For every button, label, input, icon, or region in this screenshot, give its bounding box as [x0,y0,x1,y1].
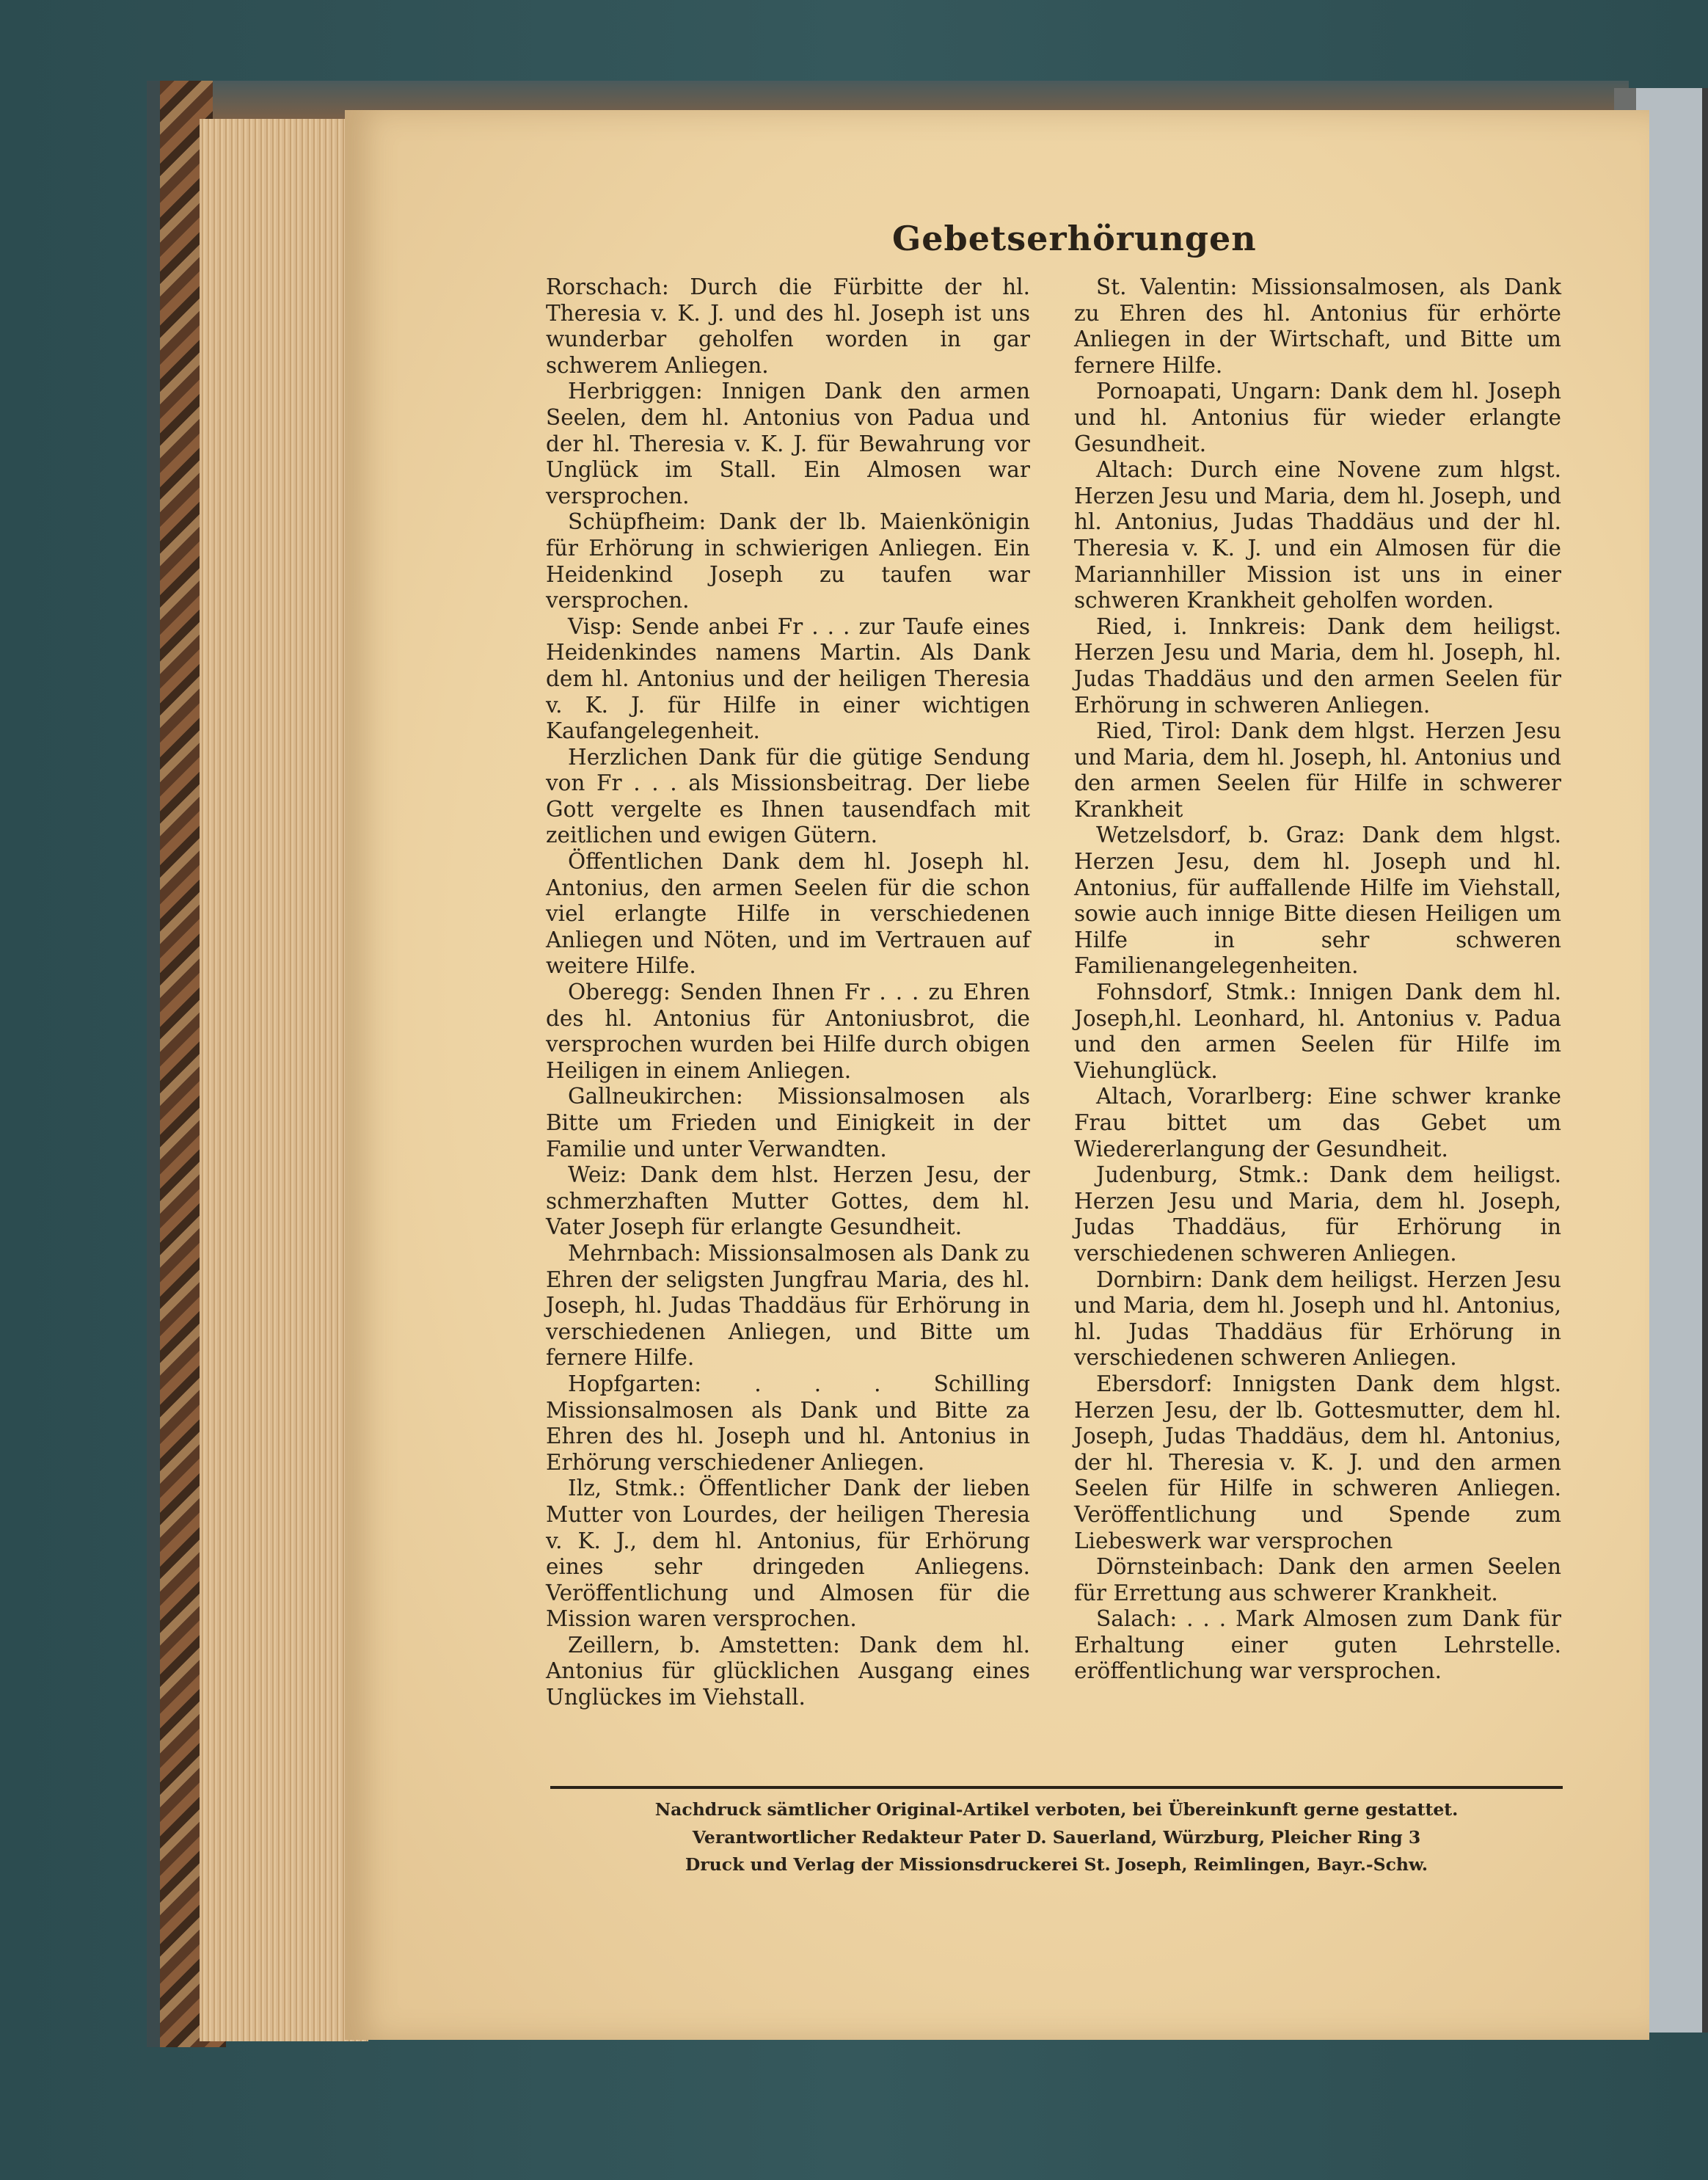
entry-dank-sendung: Herzlichen Dank für die gütige Sendung von Fr . . . als Missionsbeitrag. Der liebe Gott vergelte es Ihnen tausendfach mit zeitlichen und ewigen Gütern. [546,744,1030,848]
entry-ebersdorf: Ebersdorf: Innigsten Dank dem hlgst. Herzen Jesu, der lb. Gottesmutter, dem hl. Joseph, Judas Thaddäus, dem hl. Antonius, der hl. Theresia v. K. J. und den armen Seelen für Hilfe in schweren Anliegen. Veröffentlichung und Spende zum Liebeswerk war versprochen [1074,1371,1561,1553]
entry-hopfgarten: Hopfgarten: . . . Schilling Missionsalmosen als Dank und Bitte za Ehren des hl. Joseph und hl. Antonius in Erhörung verschiedener Anliegen. [546,1371,1030,1475]
page-title: Gebetserhörungen [892,219,1257,258]
entry-gallneukirchen: Gallneukirchen: Missionsalmosen als Bitte um Frieden und Einigkeit in der Familie und unter Verwandten. [546,1084,1030,1162]
entry-judenburg: Judenburg, Stmk.: Dank dem heiligst. Herzen Jesu und Maria, dem hl. Joseph, Judas Thaddäus, für Erhörung in verschiedenen schweren Anliegen. [1074,1162,1561,1266]
entry-zeillern: Zeillern, b. Amstetten: Dank dem hl. Antonius für glücklichen Ausgang eines Unglückes im Viehstall. [546,1632,1030,1710]
entry-oeffentlich-dank: Öffentlichen Dank dem hl. Joseph hl. Antonius, den armen Seelen für die schon viel erlangte Hilfe in verschiedenen Anliegen und Nöten, und im Vertrauen auf weitere Hilfe. [546,849,1030,979]
footer-publisher: Druck und Verlag der Missionsdruckerei St. Joseph, Reimlingen, Bayr.-Schw. [685,1854,1428,1875]
footer-editor: Verantwortlicher Redakteur Pater D. Sauerland, Würzburg, Pleicher Ring 3 [692,1827,1421,1848]
entry-mehrnbach: Mehrnbach: Missionsalmosen als Dank zu Ehren der seligsten Jungfrau Maria, des hl. Joseph, hl. Judas Thaddäus für Erhörung in verschiedenen Anliegen, und Bitte um fernere Hilfe. [546,1240,1030,1371]
footer-divider [550,1786,1563,1789]
entry-schuepfheim: Schüpfheim: Dank der lb. Maienkönigin für Erhörung in schwierigen Anliegen. Ein Heidenkind Joseph zu taufen war versprochen. [546,509,1030,613]
right-column [1074,274,1561,1685]
page-edges [200,119,368,2041]
left-column [546,274,1030,1711]
entry-ried-innkreis: Ried, i. Innkreis: Dank dem heiligst. Herzen Jesu und Maria, dem hl. Joseph, hl. Judas Thaddäus und den armen Seelen für Erhörung in schweren Anliegen. [1074,613,1561,718]
entry-fohnsdorf: Fohnsdorf, Stmk.: Innigen Dank dem hl. Joseph,hl. Leonhard, hl. Antonius v. Padua und den armen Seelen für Hilfe im Viehunglück. [1074,980,1561,1083]
entry-salach: Salach: . . . Mark Almosen zum Dank für Erhaltung einer guten Lehrstelle. eröffentlichung war versprochen. [1074,1606,1561,1684]
entry-weiz: Weiz: Dank dem hlst. Herzen Jesu, der schmerzhaften Mutter Gottes, dem hl. Vater Joseph für erlangte Gesundheit. [546,1162,1030,1240]
entry-wetzelsdorf: Wetzelsdorf, b. Graz: Dank dem hlgst. Herzen Jesu, dem hl. Joseph und hl. Antonius, für auffallende Hilfe im Viehstall, sowie auch innige Bitte diesen Heiligen um Hilfe in sehr schweren Familienangelegenheiten. [1074,823,1561,979]
entry-visp: Visp: Sende anbei Fr . . . zur Taufe eines Heidenkindes namens Martin. Als Dank dem hl. Antonius und der heiligen Theresia v. K. J. für Hilfe in einer wichtigen Kaufangelegenheit. [546,613,1030,744]
entry-altach-vorarlberg: Altach, Vorarlberg: Eine schwer kranke Frau bittet um das Gebet um Wiedererlangung der Gesundheit. [1074,1084,1561,1162]
entry-oberegg: Oberegg: Senden Ihnen Fr . . . zu Ehren des hl. Antonius für Antoniusbrot, die versprochen wurden bei Hilfe durch obigen Heiligen in einem Anliegen. [546,980,1030,1083]
entry-doernsteinbach: Dörnsteinbach: Dank den armen Seelen für Errettung aus schwerer Krankheit. [1074,1554,1561,1605]
entry-st-valentin: St. Valentin: Missionsalmosen, als Dank zu Ehren des hl. Antonius für erhörte Anliegen in der Wirtschaft, und Bitte um fernere Hilfe. [1074,274,1561,378]
footer-copyright: Nachdruck sämtlicher Original-Artikel verboten, bei Übereinkunft gerne gestattet. [654,1799,1459,1820]
entry-dornbirn: Dornbirn: Dank dem heiligst. Herzen Jesu und Maria, dem hl. Joseph und hl. Antonius, hl. Judas Thaddäus für Erhörung in verschiedenen schweren Anliegen. [1074,1266,1561,1371]
entry-altach: Altach: Durch eine Novene zum hlgst. Herzen Jesu und Maria, dem hl. Joseph, und hl. Antonius, Judas Thaddäus und der hl. Theresia v. K. J. und ein Almosen für die Mariannhiller Mission ist uns in einer schweren Krankheit geholfen worden. [1074,457,1561,613]
entry-ried-tirol: Ried, Tirol: Dank dem hlgst. Herzen Jesu und Maria, dem hl. Joseph, hl. Antonius und den armen Seelen für Hilfe in schwerer Krankheit [1074,718,1561,822]
entry-pornoapati: Pornoapati, Ungarn: Dank dem hl. Joseph und hl. Antonius für wieder erlangte Gesundheit. [1074,379,1561,456]
entry-herbriggen: Herbriggen: Innigen Dank den armen Seelen, dem hl. Antonius von Padua und der hl. Theresia v. K. J. für Bewahrung vor Unglück im Stall. Ein Almosen war versprochen. [546,379,1030,508]
entry-rorschach: Rorschach: Durch die Fürbitte der hl. Theresia v. K. J. und des hl. Joseph ist uns wunderbar geholfen worden in gar schwerem Anliegen. [546,274,1030,378]
entry-ilz: Ilz, Stmk.: Öffentlicher Dank der lieben Mutter von Lourdes, der heiligen Theresia v. K. J., dem hl. Antonius, für Erhörung eines sehr dringeden Anliegens. Veröffentlichung und Almosen für die Mission waren versprochen. [546,1476,1030,1632]
